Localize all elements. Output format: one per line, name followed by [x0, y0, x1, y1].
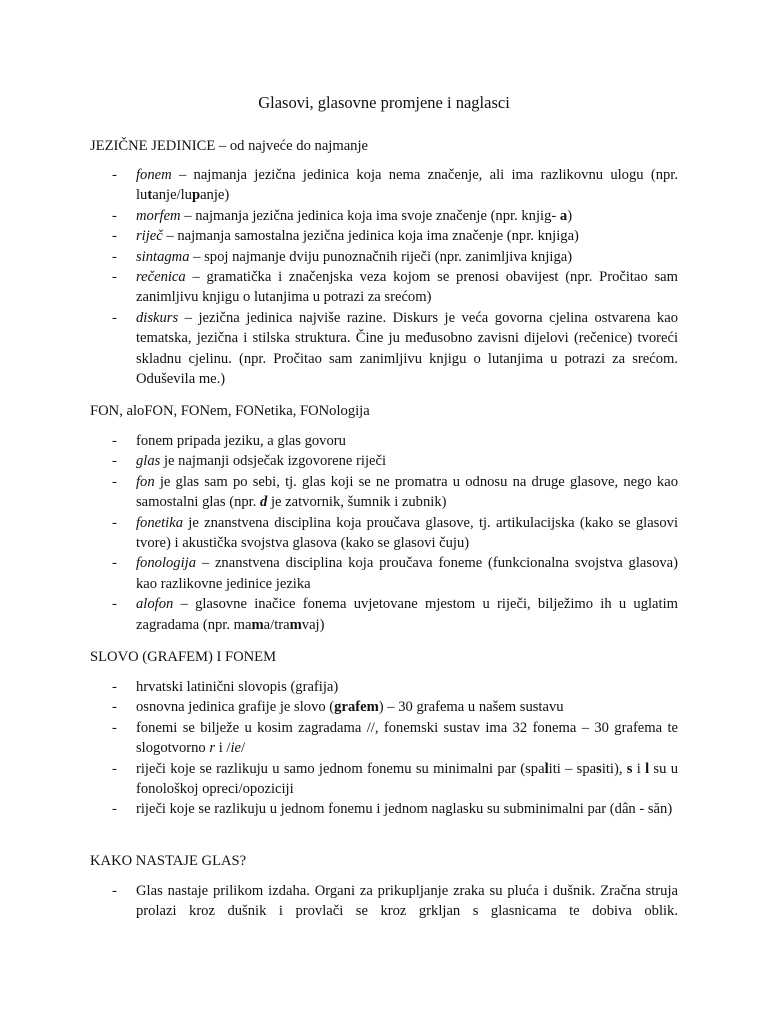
list-item: - fonetika je znanstvena disciplina koja proučava glasove, tj. artikulacijska (kako se glasovi tvore) i akustička svojstva glasova (kako se glasovi čuju)	[90, 513, 678, 554]
list-item: - rečenica – gramatička i značenjska veza kojom se prenosi obavijest (npr. Pročitao sam zanimljivu knjigu o lutanjima u potrazi za srećom)	[90, 267, 678, 308]
section-heading-kako-nastaje-glas: KAKO NASTAJE GLAS?	[90, 853, 247, 869]
list-item: - glas je najmanji odsječak izgovorene riječi	[90, 451, 678, 471]
list-item: - fon je glas sam po sebi, tj. glas koji se ne promatra u odnosu na druge glasove, nego kao samostalni glas (npr. d je zatvornik, šumnik i zubnik)	[90, 472, 678, 513]
list-kako-nastaje-glas	[90, 881, 678, 922]
section-heading-jezicne-jedinice: JEZIČNE JEDINICE – od najveće do najmanje	[90, 138, 369, 154]
list-item: - osnovna jedinica grafije je slovo (grafem) – 30 grafema u našem sustavu	[90, 697, 678, 717]
list-item: - fonemi se bilježe u kosim zagradama //, fonemski sustav ima 32 fonema – 30 grafema te slogotvorno r i /ie/	[90, 718, 678, 759]
list-item: - hrvatski latinični slovopis (grafija)	[90, 677, 678, 697]
list-item: - riječi koje se razlikuju u samo jednom fonemu su minimalni par (spaliti – spasiti), s i l su u fonološkoj opreci/opoziciji	[90, 759, 678, 800]
list-item: - fonologija – znanstvena disciplina koja proučava foneme (funkcionalna svojstva glasova) kao razlikovne jedinice jezika	[90, 553, 678, 594]
list-item: - fonem pripada jeziku, a glas govoru	[90, 431, 678, 451]
list-item: - morfem – najmanja jezična jedinica koja ima svoje značenje (npr. knjig- a)	[90, 206, 678, 226]
list-slovo-grafem	[90, 677, 678, 820]
page-title: Glasovi, glasovne promjene i naglasci	[258, 93, 510, 112]
list-item: - diskurs – jezična jedinica najviše razine. Diskurs je veća govorna cjelina ostvarena kao tematska, jezična i stilska struktura. Čine ju međusobno zavisni dijelovi (rečenice) tvoreći skladnu cjelinu. (npr. Pročitao sam zanimljivu knjigu o lutanjima u potrazi za srećom. Oduševila me.)	[90, 308, 678, 390]
section-heading-slovo-grafem: SLOVO (GRAFEM) I FONEM	[90, 649, 277, 665]
list-jezicne-jedinice	[90, 165, 678, 389]
list-item: - Glas nastaje prilikom izdaha. Organi za prikupljanje zraka su pluća i dušnik. Zračna struja prolazi kroz dušnik i provlači se kroz grkljan s glasnicama te dobiva oblik.	[90, 881, 678, 922]
section-heading-fon: FON, aloFON, FONem, FONetika, FONologija	[90, 403, 370, 419]
list-item: - alofon – glasovne inačice fonema uvjetovane mjestom u riječi, bilježimo ih u uglatim zagradama (npr. mama/tramvaj)	[90, 594, 678, 635]
list-item: - riječi koje se razlikuju u jednom fonemu i jednom naglasku su subminimalni par (dân - săn)	[90, 799, 678, 819]
list-fon	[90, 431, 678, 635]
list-item: - sintagma – spoj najmanje dviju punoznačnih riječi (npr. zanimljiva knjiga)	[90, 247, 678, 267]
list-item: - fonem – najmanja jezična jedinica koja nema značenje, ali ima razlikovnu ulogu (npr. lutanje/lupanje)	[90, 165, 678, 206]
list-item: - riječ – najmanja samostalna jezična jedinica koja ima značenje (npr. knjiga)	[90, 226, 678, 246]
